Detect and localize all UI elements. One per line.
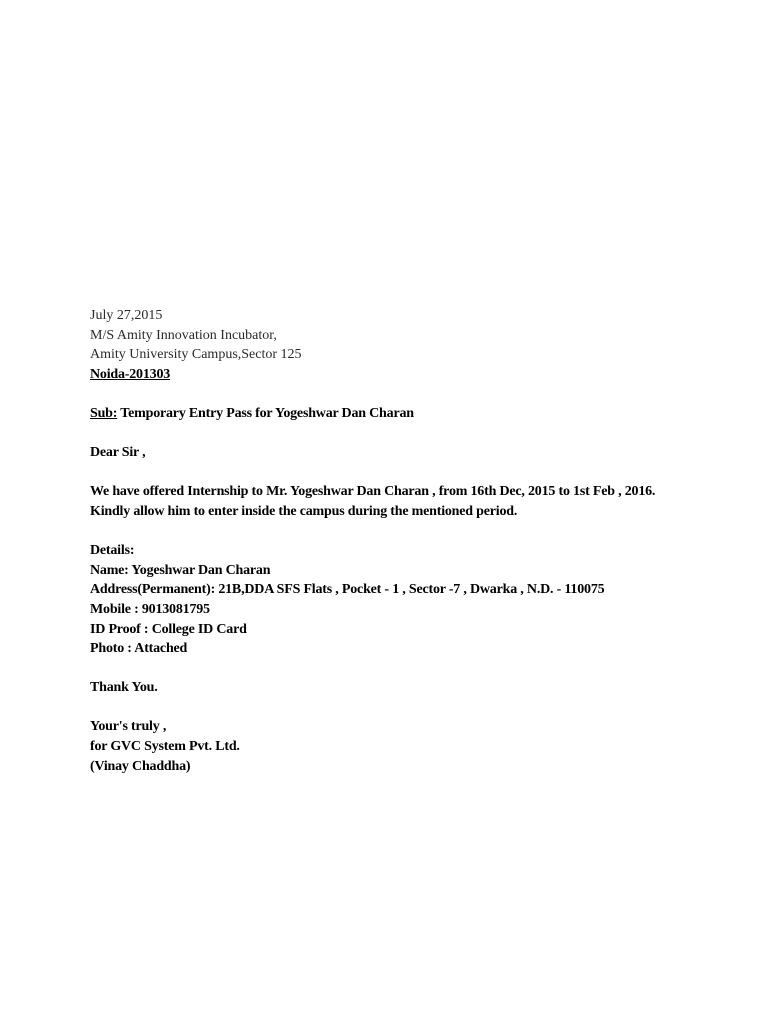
spacer <box>90 522 730 542</box>
details-id-proof: ID Proof : College ID Card <box>90 621 247 637</box>
letter <box>90 306 730 776</box>
subject-label: Sub: <box>90 405 118 421</box>
spacer <box>90 463 730 483</box>
subject-text: Temporary Entry Pass for Yogeshwar Dan Charan <box>117 405 414 421</box>
recipient-city: Noida-201303 <box>90 366 171 382</box>
details-address: Address(Permanent): 21B,DDA SFS Flats , Pocket - 1 , Sector -7 , Dwarka , N.D. - 110075 <box>90 582 605 598</box>
closing-signatory: (Vinay Chaddha) <box>90 758 191 774</box>
body-line-1: We have offered Internship to Mr. Yogeshwar Dan Charan , from 16th Dec, 2015 to 1st Feb , 2016. <box>90 484 656 500</box>
details-mobile: Mobile : 9013081795 <box>90 601 210 617</box>
recipient-address: Amity University Campus,Sector 125 <box>90 347 302 363</box>
spacer <box>90 384 730 404</box>
spacer <box>90 424 730 444</box>
details-name: Name: Yogeshwar Dan Charan <box>90 562 271 578</box>
recipient-name: M/S Amity Innovation Incubator, <box>90 327 277 343</box>
closing-company: for GVC System Pvt. Ltd. <box>90 739 240 755</box>
body-line-2: Kindly allow him to enter inside the campus during the mentioned period. <box>90 503 518 519</box>
spacer <box>90 659 730 679</box>
closing-yours: Your's truly , <box>90 719 167 735</box>
closing-thanks: Thank You. <box>90 680 158 696</box>
details-heading: Details: <box>90 543 135 559</box>
spacer <box>90 698 730 718</box>
salutation: Dear Sir , <box>90 445 146 461</box>
subject-line <box>90 404 730 424</box>
letter-date: July 27,2015 <box>90 308 163 323</box>
details-photo: Photo : Attached <box>90 641 188 657</box>
